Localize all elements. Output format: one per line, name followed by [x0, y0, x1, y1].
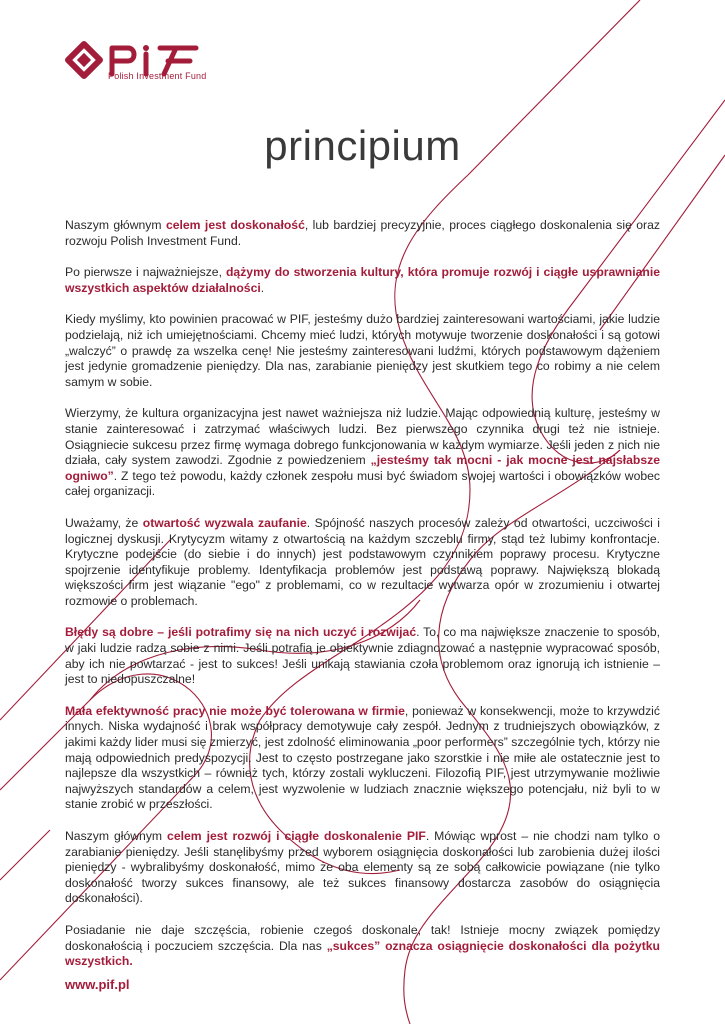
highlighted-phrase: celem jest doskonałość: [165, 218, 305, 232]
paragraph-text: Uważamy, że: [65, 515, 143, 530]
page-title: principium: [264, 122, 461, 169]
paragraph-1: [65, 218, 660, 249]
paragraph-text: Posiadanie nie daje szczęścia, robienie czegoś doskonale, tak! Istnieje mocny związek pomiędzy doskonałością i poczuciem szczęścia. Dla nas: [65, 922, 660, 953]
paragraph-text: Naszym głównym: [65, 218, 166, 232]
paragraph-4: [65, 406, 660, 500]
highlighted-phrase: celem jest rozwój i ciągłe doskonalenie PIF: [167, 829, 426, 843]
paragraph-2: [65, 265, 660, 296]
paragraph-text: .: [260, 280, 265, 295]
footer-website-link[interactable]: www.pif.pl: [65, 977, 130, 992]
highlighted-phrase: „sukces” oznacza osiągnięcie doskonałości dla pożytku wszystkich.: [65, 938, 660, 969]
highlighted-phrase: otwartość wyzwala zaufanie: [142, 515, 307, 530]
paragraph-text: Naszym głównym: [65, 829, 168, 843]
document-body: [65, 218, 660, 986]
paragraph-text: , lub bardziej precyzyjnie, proces ciągłego doskonalenia się oraz rozwoju Polish Investment Fund.: [65, 218, 660, 248]
paragraph-text: . Spójność naszych procesów zależy od otwartości, uczciwości i logicznej dyskusji. Krytycyzm witamy z otwartością na każdym szczeblu firmy, stąd też lubimy konfrontacje. Krytyczne podejście (do siebie i do innych) jest podstawowym czynnikiem poprawy procesu. Krytyczne spojrzenie identyfikuje problemy. Identyfikacja problemów jest podstawą poprawy. Największą blokadą większości firm jest wiązanie "ego" z problemami, co w rezultacie wytwarza opór w zrozumieniu i otwartej rozmowie o problemach.: [65, 515, 661, 608]
paragraph-text: Po pierwsze i najważniejsze,: [65, 265, 226, 280]
paragraph-7: [65, 704, 660, 813]
highlighted-phrase: „jesteśmy tak mocni - jak mocne jest najsłabsze ogniwo”: [65, 453, 661, 483]
paragraph-text: , ponieważ w konsekwencji, może to krzywdzić innych. Niska wydajność i brak współpracy demotywuje cały zespół. Jednym z trudniejszych obowiązków, z jakimi każdy lider musi się zmierzyć, jest zdolność eliminowania „poor performers” szczególnie tych, którzy nie mają odpowiednich predyspozycji. Jest to często postrzegane jako szorstkie i nie miłe ale ostatecznie jest to najlepsze dla wszystkich – również tych, którzy zostali wykluczeni. Filozofią PIF, jest utrzymywanie możliwie najwyższych standardów a celem, jest wyzwolenie w ludziach znacznie większego potencjału, niż byli to w stanie zrobić w przeszłości.: [65, 703, 660, 812]
highlighted-phrase: Mała efektywność pracy nie może być tolerowana w firmie: [65, 703, 405, 718]
paragraph-text: Kiedy myślimy, kto powinien pracować w PIF, jesteśmy dużo bardziej zainteresowani wartościami, jakie ludzie podzielają, niż ich umiejętnościami. Chcemy mieć ludzi, których motywuje tworzenie doskonałości i są gotowi „walczyć” o prawdę za wszelka cenę! Nie jesteśmy zainteresowani ludźmi, których podstawowym dążeniem jest jedynie gromadzenie pieniędzy. Dla nas, zarabianie pieniędzy jest skutkiem tego co robimy a nie celem samym w sobie.: [65, 312, 660, 389]
logo-tagline: Polish Investment Fund: [108, 71, 207, 81]
paragraph-9: [65, 923, 660, 970]
paragraph-text: Wierzymy, że kultura organizacyjna jest nawet ważniejsza niż ludzie. Mając odpowiednią kulturę, jesteśmy w stanie zainteresować i zatrzymać właściwych ludzi. Bez pierwszego czynnika drugi też nie istnieje. Osiągniecie sukcesu przez firmę wymaga dobrego funkcjonowania w każdym wymiarze. Jeśli jeden z nich nie działa, cały system zawodzi. Zgodnie z powiedzeniem: [65, 406, 660, 468]
paragraph-3: [65, 312, 660, 390]
paragraph-text: . To, co ma największe znaczenie to sposób, w jaki ludzie radzą sobie z nimi. Jeśli potrafią je obiektywnie zdiagnozować a następnie wypracować sposób, aby ich nie powtarzać - jest to sukces! Jeśli unikają stawiania czoła problemom oraz ignorują ich istnienie – jest to niedopuszczalne!: [65, 625, 660, 687]
highlighted-phrase: Błędy są dobre – jeśli potrafimy się na nich uczyć i rozwijać: [65, 625, 417, 640]
paragraph-text: . Z tego też powodu, każdy członek zespołu musi być świadom swojej wartości i obowiązków wobec całej organizacji.: [65, 468, 660, 499]
paragraph-8: [65, 829, 660, 907]
paragraph-6: [65, 625, 660, 687]
paragraph-5: [65, 516, 660, 610]
highlighted-phrase: dążymy do stworzenia kultury, która promuje rozwój i ciągłe usprawnianie wszystkich aspektów działalności: [65, 265, 660, 295]
paragraph-text: . Mówiąc wprost – nie chodzi nam tylko o zarabianie pieniędzy. Jeśli stanęlibyśmy przed wyborem osiągnięcia doskonałości lub zarobienia dużej ilości pieniędzy - wybralibyśmy doskonałość, mimo że oba elementy są ze sobą całkowicie powiązane (nie tylko doskonałość tworzy sukces finansowy, ale też sukces finansowy dostarcza zasobów do osiągnięcia doskonałości).: [65, 829, 660, 906]
